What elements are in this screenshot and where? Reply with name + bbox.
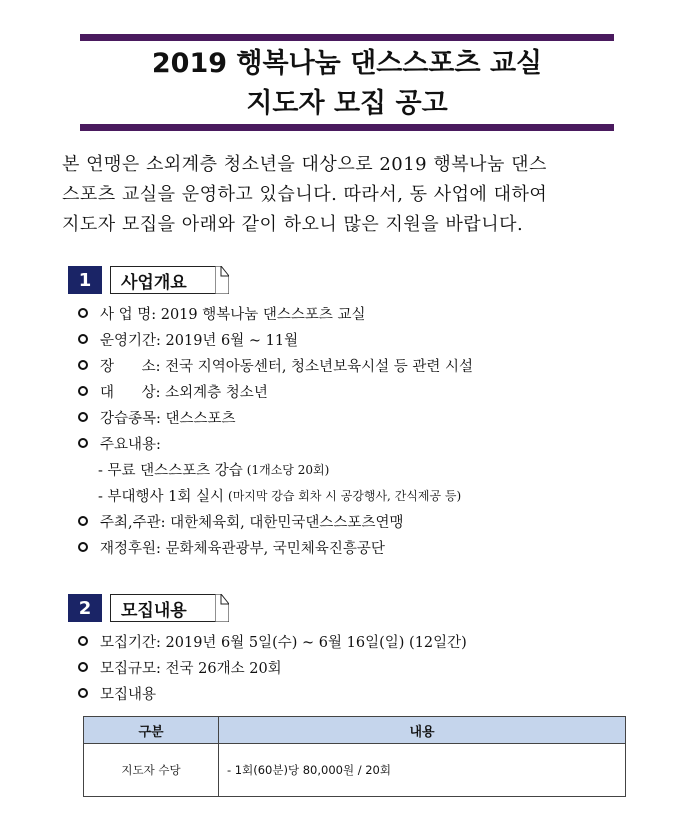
circle-bullet-icon: [78, 308, 88, 318]
folded-tab-corner-icon: [215, 594, 229, 622]
section-header-recruitment: [68, 594, 215, 622]
intro-paragraph: [62, 150, 642, 240]
title-top-rule: [80, 34, 614, 41]
circle-bullet-icon: [78, 662, 88, 672]
circle-bullet-icon: [78, 412, 88, 422]
folded-tab-corner-icon: [215, 266, 229, 294]
circle-bullet-icon: [78, 438, 88, 448]
document-title-line2: 지도자 모집 공고: [246, 88, 448, 119]
intro-line: 스포츠 교실을 운영하고 있습니다. 따라서, 동 사업에 대하여: [62, 184, 548, 205]
list-item: 대 상: 소외계층 청소년: [78, 378, 658, 404]
circle-bullet-icon: [78, 360, 88, 370]
table-row: [84, 744, 626, 797]
section-number: 1: [68, 266, 102, 294]
recruitment-list: [78, 628, 658, 706]
table-cell-content: - 1회(60분)당 80,000원 / 20회: [219, 744, 626, 797]
list-item: 운영기간: 2019년 6월 ~ 11월: [78, 326, 658, 352]
section-number: 2: [68, 594, 102, 622]
circle-bullet-icon: [78, 386, 88, 396]
intro-line: 지도자 모집을 아래와 같이 하오니 많은 지원을 바랍니다.: [62, 214, 524, 235]
recruitment-table: [83, 716, 626, 797]
section-title: 모집내용: [121, 600, 187, 621]
list-item: 사 업 명: 2019 행복나눔 댄스스포츠 교실: [78, 300, 658, 326]
table-header-category: 구분: [84, 717, 219, 744]
table-header-content: 내용: [219, 717, 626, 744]
title-bottom-rule: [80, 124, 614, 131]
circle-bullet-icon: [78, 688, 88, 698]
section-header-overview: [68, 266, 215, 294]
overview-list: [78, 300, 658, 560]
circle-bullet-icon: [78, 636, 88, 646]
table-header-row: [84, 717, 626, 744]
section-title-tab: [110, 594, 215, 622]
section-title: 사업개요: [121, 272, 187, 293]
circle-bullet-icon: [78, 334, 88, 344]
table-cell-category: 지도자 수당: [84, 744, 219, 797]
sub-list-item: - 부대행사 1회 실시 (마지막 강습 회차 시 공강행사, 간식제공 등): [98, 488, 462, 505]
list-item: 재정후원: 문화체육관광부, 국민체육진흥공단: [78, 534, 658, 560]
list-item: 모집기간: 2019년 6월 5일(수) ~ 6월 16일(일) (12일간): [78, 628, 658, 654]
list-item: 주요내용:: [78, 430, 658, 456]
list-item: 장 소: 전국 지역아동센터, 청소년보육시설 등 관련 시설: [78, 352, 658, 378]
list-item: 모집내용: [78, 680, 658, 706]
list-item: 강습종목: 댄스스포츠: [78, 404, 658, 430]
section-title-tab: [110, 266, 215, 294]
list-item: 주최,주관: 대한체육회, 대한민국댄스스포츠연맹: [78, 508, 658, 534]
intro-line: 본 연맹은 소외계층 청소년을 대상으로 2019 행복나눔 댄스: [62, 154, 547, 175]
document-title-line1: 2019 행복나눔 댄스스포츠 교실: [151, 48, 543, 79]
circle-bullet-icon: [78, 542, 88, 552]
sub-list-item: - 무료 댄스스포츠 강습 (1개소당 20회): [98, 462, 330, 479]
list-item: 모집규모: 전국 26개소 20회: [78, 654, 658, 680]
circle-bullet-icon: [78, 516, 88, 526]
